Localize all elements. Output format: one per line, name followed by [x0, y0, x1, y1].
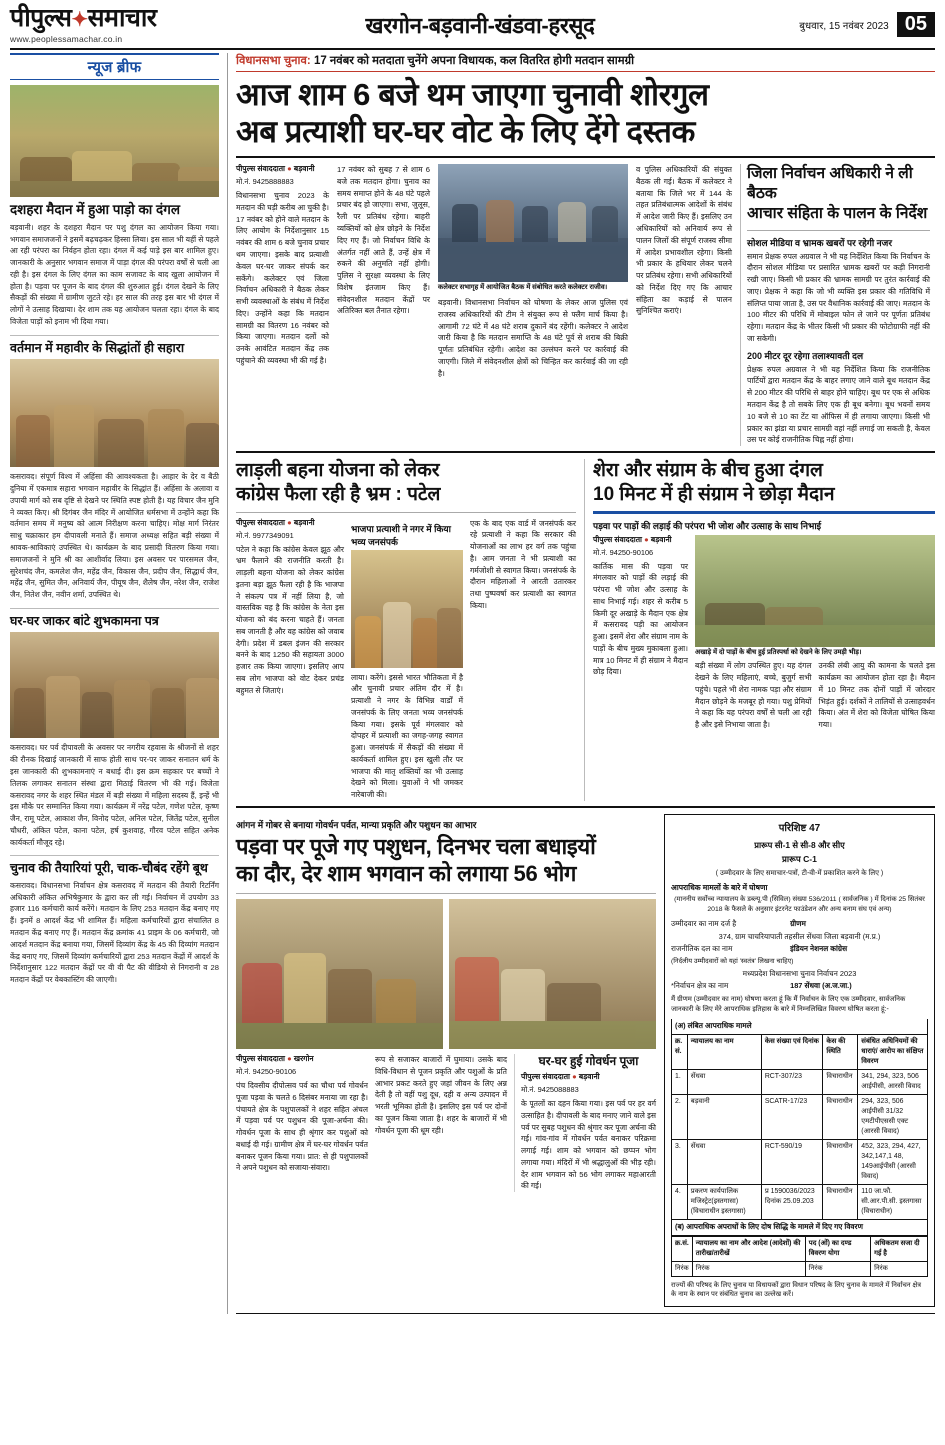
- notice-paragraph: मैं ग्रीणम (उम्मीदवार का नाम) घोषणा करता हूं कि मैं निर्वाचन के लिए एक उम्मीदवार, सार्वजनिक जानकारी के लिए मेरे आपराधिक इतिहास के बारे में निम्नलिखित विवरण घोषित करता हूं:-: [671, 996, 906, 1014]
- page-footer-rule: [236, 1313, 935, 1314]
- byline-place: खरगोन: [293, 1053, 314, 1063]
- photo-texture: [438, 164, 628, 282]
- notice-field-label-2: राजनीतिक दल का नाम: [671, 944, 733, 954]
- divider: [236, 893, 656, 894]
- cell-court: प्रकरण कार्यपालिक मजिस्ट्रेट(इस्तगासा) (विचाराधीन इस्तगासा): [687, 1184, 761, 1219]
- th-b-sno: क्र.सं.: [672, 1236, 693, 1261]
- photo-texture: [351, 550, 463, 668]
- govardhan-headline-2: का दौर, देर शाम भगवान को लगाया 56 भोग: [236, 861, 577, 887]
- notice-section-a: (अ) लंबित आपराधिक मामले: [671, 1019, 928, 1034]
- ladli-col-3: [470, 518, 576, 801]
- ladli-headline-1: लाड़ली बहना योजना को लेकर: [236, 460, 440, 482]
- sidebar-sub2-body: प्रेक्षक रुपल अग्रवाल ने भी यह निर्देशित किया कि राजनीतिक पार्टियों द्वारा मतदान केंद्र के बाहर लगाए जाने वाले बूथ मतदान केंद्र से 200 मीटर की परिधि से बाहर होने चाहिए। बूथ पर एक से अधिक मतदान केंद्र है तो सबके लिए एक ही बूथ बनेगा। बूथ भवनों समय 10 बजे से 10 का टेंट या ऑफिस में ही लगाया जाएगा। किसी भी प्रकार का झंडा या प्रचार सामग्री वहां नहीं लगाई जा सकती है, केवल उस पर कोई राजनीतिक चिह्न नहीं होगा।: [747, 364, 930, 445]
- bullet-icon: ●: [287, 1053, 292, 1063]
- lead-col-2: [337, 164, 430, 446]
- website-url[interactable]: www.peoplessamachar.co.in: [10, 34, 123, 44]
- notice-field-value-1: 374, ग्राम चाचरियापाती तहसील सेंधवा जिला बड़वानी (म.प्र.): [718, 931, 881, 941]
- byline-text: पीपुल्स संवाददाता: [236, 517, 286, 527]
- sidebar-sub1-body: समान प्रेक्षक रुपल अग्रवाल ने भी यह निर्देशित किया कि निर्वाचन के दौरान सोशल मीडिया पर प्रसारित भ्रामक खबरों पर कड़ी निगरानी रखी जाए। किसी भी प्रकार की भ्रामक सामग्री पर तुरंत कार्रवाई की जाए। प्रेक्षक ने कहा कि जो भी व्यक्ति इस प्रकार की गतिविधि में संलिप्त पाया जाता है, उस पर वैधानिक कार्रवाई की जाए। मतदान के 100 मीटर की परिधि में मोबाइल फोन ले जाने पर पूर्णतः प्रतिबंध रहेगा। मतदान केंद्र के भीतर किसी भी प्रकार की फोटोग्राफी नहीं की जा सकेगी।: [747, 251, 930, 343]
- notice-form: प्रारूप C-1: [782, 853, 817, 864]
- th-caseno: केस संख्या एवं दिनांक: [761, 1034, 823, 1069]
- cell-sno: 1.: [672, 1069, 688, 1094]
- lead-col-photo: [438, 164, 628, 446]
- photo-texture: [10, 85, 219, 197]
- masthead-left: [10, 6, 225, 44]
- logo-main-text: पीपुल्स: [10, 4, 72, 32]
- cell-sno: 3.: [672, 1139, 688, 1184]
- table-row: [672, 1261, 928, 1276]
- dangal-headline-2: 10 मिनट में ही संग्राम ने छोड़ा मैदान: [593, 483, 835, 505]
- publication-date: बुधवार, 15 नवंबर 2023: [799, 20, 889, 32]
- page-number: 05: [897, 12, 935, 37]
- notice-title: परिशिष्ट 47: [778, 822, 821, 834]
- cell-status: विचाराधीन: [823, 1139, 858, 1184]
- lead-headline-line1: आज शाम 6 बजे थम जाएगा चुनावी शोरगुल: [236, 77, 709, 112]
- brief-headline-1: दशहरा मैदान में हुआ पाड़ो का दंगल: [10, 202, 180, 217]
- ladli-headline-2: कांग्रेस फैला रही है भ्रम : पटेल: [236, 483, 441, 505]
- lead-byline: [236, 164, 329, 174]
- notice-note-top: ( उम्मीदवार के लिए समाचार-पत्रों, टी-वी-में प्रकाशित करने के लिए ): [715, 870, 884, 878]
- divider: [747, 230, 930, 231]
- th-b-charges: पद (ओं) का दण्ड विवरण योगा: [805, 1236, 870, 1261]
- mahavir-temple-photo: [10, 359, 219, 467]
- election-affidavit-notice: [664, 814, 935, 1307]
- notice-field-value-4: मध्यप्रदेश विधानसभा चुनाव निर्वाचन 2023: [742, 968, 857, 978]
- brief-body-4: कसरावद। विधानसभा निर्वाचन क्षेत्र कसरावद में मतदान की तैयारी रिटर्निंग अधिकारी अंकित अभिषेकुमार के द्वारा कर ली गई। निर्वाचन में उपयोग 33 हजार 116 कर्मचारी कार्य करेंगे। मतदान के लिए 253 मतदान केंद्र बनाए गए हैं। इनमें 8 आदर्श केंद्र भी शामिल हैं। महिला कर्मचारियों द्वारा संचालित 8 मतदान केंद्र बनाए गए हैं। मतदान केंद्र क्रमांक 41 प्राइम के 06 कर्मचारी, जो आदर्श मतदान केंद्र बनाया गया, जिसमें दिव्यांग केंद्र के 45 की दिव्यांग मतदान केंद्र बनाए गए, जिसमें दिव्यांग कर्मचारियों द्वारा 253 मतदान केंद्रों में आदर्श के निर्देशानुसार 122 मतदान केंद्रों पर वी वी पैट की वीडियो से निगरानी व 28 मतदान केंद्रों पर वेबकास्टिंग की जाएगी।: [10, 880, 219, 985]
- cell-caseno: RCT-307/23: [761, 1069, 823, 1094]
- notice-box: [664, 814, 935, 1307]
- greeting-distribution-photo: [10, 632, 219, 738]
- photo-texture: [10, 359, 219, 467]
- th-b-court: न्यायालय का नाम और आदेश (आदेशों) की तारीख/तारीखें: [692, 1236, 805, 1261]
- photo-texture: [449, 899, 656, 1049]
- notice-field-value-5: 187 सेंधवा (अ.ज.जा.): [790, 981, 852, 991]
- story-dangal: [584, 459, 935, 801]
- sidebar-sub1-head: सोशल मीडिया व भ्रामक खबरों पर रहेगी नजर: [747, 237, 893, 248]
- notice-field-label-0: उम्मीदवार का नाम दर्ज है: [671, 918, 737, 928]
- bullet-icon: ●: [287, 517, 292, 527]
- lead-kicker-black: 17 नवंबर को मतदाता चुनेंगे अपना विधायक, कल वितरित होगी मतदान सामग्री: [313, 55, 635, 67]
- th-sno: क्र. सं.: [672, 1034, 688, 1069]
- notice-decl-sub: (माननीय सर्वोच्च न्यायालय के डब्ल्यू.पी (सिविल) संख्या 536/2011 ( सार्वजनिक ) में दिनांक 25 सितंबर 2018 के फैसले के अनुसार इंटरनेट फाउंडेशन और अन्य बनाम संघ एवं अन्य): [674, 896, 925, 914]
- main-content: [236, 53, 935, 1314]
- table-header-row: [672, 1236, 928, 1261]
- page-columns: [10, 53, 935, 1314]
- th-court: न्यायालय का नाम: [687, 1034, 761, 1069]
- sidebar-headline-2: आचार संहिता के पालन के निर्देश: [747, 205, 928, 223]
- notice-field-label-5: *निर्वाचन क्षेत्र का नाम: [671, 981, 729, 991]
- notice-decl-head: आपराधिक मामलों के बारे में घोषणा: [671, 883, 768, 893]
- lead-body-3: बड़वानी। विधानसभा निर्वाचन को घोषणा के लेकर आज पुलिस एवं राजस्व अधिकारियों की टीम ने संयुक्त रूप से फ्लैग मार्च किया है। आगामी 72 घंटे में 48 घंटे शराब दुकानें बंद रहेंगी। कलेक्टर ने आदेश जारी किया है कि मतदान समाप्ति के 48 घंटे पूर्व से शराब की बिक्री पूर्णतः प्रतिबंधित रहेगी। आदेश का उल्लंघन करने पर कार्रवाई की जाएगी। जिले में संवेदनशील क्षेत्रों को चिन्हित कर कार्रवाई की जा रही है।: [438, 297, 628, 378]
- byline-text: पीपुल्स संवाददाता: [521, 1071, 571, 1081]
- brief-headline-4: चुनाव की तैयारियां पूरी, चाक-चौबंद रहेंगे बूथ: [10, 855, 219, 877]
- divider: [236, 512, 576, 513]
- cell-sno: 2.: [672, 1094, 688, 1139]
- photo-texture: [10, 632, 219, 738]
- masthead: [10, 6, 935, 50]
- govardhan-puja-photo-2: [449, 899, 656, 1049]
- collector-meeting-photo: [438, 164, 628, 282]
- divider: [236, 156, 935, 158]
- bull-fight-photo: [10, 85, 219, 197]
- sidebar-headline-1: जिला निर्वाचन अधिकारी ने ली बैठक: [747, 165, 913, 203]
- byline-place: बड़वानी: [293, 517, 315, 527]
- masthead-right: [735, 6, 935, 37]
- dangal-col-photo: [695, 535, 935, 731]
- byline-text: पीपुल्स संवाददाता: [236, 164, 286, 174]
- table-row: [672, 1184, 928, 1219]
- divider: [593, 511, 935, 514]
- notice-subtitle: प्रारूप सी-1 से सी-8 और सीए: [754, 840, 845, 851]
- lead-col-4: [636, 164, 732, 446]
- cell-court: सेंधवा: [687, 1069, 761, 1094]
- lead-kicker-red: विधानसभा चुनाव:: [236, 55, 311, 67]
- govardhan-phone: मो.नं. 94250-90106: [236, 1066, 297, 1076]
- dangal-col-1: [593, 535, 688, 731]
- table-row: [672, 1094, 928, 1139]
- lead-kicker: [236, 53, 935, 72]
- pending-cases-table: [671, 1034, 928, 1220]
- ladli-body-3: एक के बाद एक वार्ड में जनसंपर्क कर रहे प्रत्याशी ने कहा कि सरकार की योजनाओं का लाभ हर वर्ग तक पहुंचा है। आम जनता ने भी प्रत्याशी का गर्मजोशी से स्वागत किया। जनसंपर्क के दौरान महिलाओं ने आरती उतारकर तथा पुष्पवर्षा कर प्रत्याशी का स्वागत किया।: [470, 518, 576, 610]
- divider: [236, 806, 935, 808]
- cell-sections: 341, 294, 323, 506 आईपीसी, आरसी विवाद: [858, 1069, 928, 1094]
- cell-court: बड़वानी: [687, 1094, 761, 1139]
- cell-status: विचाराधीन: [823, 1184, 858, 1219]
- cell-b-charges: निरंक: [805, 1261, 870, 1276]
- notice-field-value-2: इंडियन नेशनल कांग्रेस: [790, 944, 848, 954]
- th-b-punishment: अधिकतम सजा दी गई है: [871, 1236, 928, 1261]
- notice-section-b: (ब) आपराधिक अपराधों के लिए दोष सिद्धि के मामले में दिए गए विवरण: [671, 1220, 928, 1236]
- ladli-body-1: पटेल ने कहा कि कांग्रेस केवल झूठ और भ्रम फैलाने की राजनीति करती है। लाड़ली बहना योजना को लेकर कांग्रेस इतना बड़ा झूठ फैला रही है कि भाजपा ने संकल्प पत्र में नहीं लिया है, जो वास्तविक यह है कि कांग्रेस के नेता इस योजना को बंद करना चाहते हैं। जनता सब जानती है और वह कांग्रेस को जवाब देगी। प्रदेश में डबल इंजन की सरकार बनने के बाद 1250 की सहायता 3000 हजार तक किया जाएगा। इसलिए आप सब लोग भाजपा को वोट देकर प्रचंड बहुमत से जिताएं।: [236, 544, 344, 695]
- brief-body-1: बड़वानी। शहर के दशहरा मैदान पर पशु दंगल का आयोजन किया गया। भगवान समाजजनों ने इसमें बढ़चढ़कर हिस्सा लिया। इस साल भी यहीं से पहले आ रही परंपरा का निर्वहन होता रहा। दंगल में कई पाड़े इस बार शामिल हुए। जानकारी के अनुसार भगवान समाज में पाड़ा दंगल की परंपरा वर्षों से चली आ रही है। इस दंगल के लिए दंगल का काम सजावट के बाद खुला आयोजन में होता है। पड़वा पर पूजन के बाद दंगल की शुरुआत हुई। दंगल देखने के लिए सैकड़ों की संख्या में ग्रामीण जुटते रहे। हर साल की तरह इस बार भी दंगल में लोगों ने उत्साह दिखाया। देर शाम तक यह आयोजन चलता रहा। दंगल के बाद विजेता पाड़ों को इनाम भी दिया गया।: [10, 222, 219, 326]
- govardhan-sub-phone: मो.नं. 9425088883: [521, 1084, 579, 1094]
- byline-place: बड़वानी: [293, 164, 315, 174]
- cell-caseno: प्र 1590036/2023 दिनांक 25.09.203: [761, 1184, 823, 1219]
- lead-body-2: 17 नवंबर को सुबह 7 से शाम 6 बजे तक मतदान होगा। चुनाव का समय समाप्त होने के 48 घंटे पहले प्रचार बंद हो जाएगा। सभा, जुलूस, रैली पर प्रतिबंध रहेगा। बाहरी व्यक्तियों को क्षेत्र छोड़ने के निर्देश दिए गए हैं। जो निर्वाचन विधि के अंतर्गत नहीं आते हैं, उन्हें क्षेत्र में रुकने की अनुमति नहीं होगी। पुलिस ने सुरक्षा व्यवस्था के लिए विशेष इंतजाम किए हैं। संवेदनशील मतदान केंद्रों पर अतिरिक्त बल तैनात रहेगा।: [337, 165, 430, 316]
- table-row: [672, 1139, 928, 1184]
- bullet-icon: ●: [572, 1071, 577, 1081]
- byline-text: पीपुल्स संवाददाता: [236, 1053, 286, 1063]
- middle-stories: [236, 459, 935, 801]
- divider: [236, 451, 935, 453]
- th-sections: संबंधित अधिनियमों की धाराएं/ आरोप का संक्षिप्त विवरण: [858, 1034, 928, 1069]
- star-icon: ✦: [71, 9, 88, 31]
- notice-footer: राज्यों की परिषद के लिए चुनाव या विधायकों द्वारा विधान परिषद के लिए चुनाव के मामले में निर्वाचन क्षेत्र के नाम के स्थान पर संबंधित चुनाव का उल्लेख करें।: [671, 1281, 922, 1299]
- govardhan-byline: [236, 1054, 368, 1064]
- ladli-subhead: भाजपा प्रत्याशी ने नगर में किया भव्य जनसंपर्क: [351, 523, 451, 547]
- edition-name: खरगोन-बड़वानी-खंडवा-हरसूद: [365, 13, 595, 38]
- lead-story-columns: [236, 164, 935, 446]
- cell-sections: 110 जा.फौ. सी.आर.पी.सी. इस्तगासा (विचाराधीन): [858, 1184, 928, 1219]
- dangal-byline: [593, 535, 688, 545]
- govardhan-kicker: आंगन में गोबर से बनाया गोवर्धन पर्वत, मान्या प्रकृति और पशुधन का आभार: [236, 819, 477, 830]
- cell-sections: 294, 323, 506 आईपीसी 31/32 एमटीपीएससी एक्ट (आरसी विवाद): [858, 1094, 928, 1139]
- table-row: [672, 1069, 928, 1094]
- sidebar-sub2-head: 200 मीटर दूर रहेगा तलाश्यावती दल: [747, 350, 864, 361]
- byline-place: बड़वानी: [650, 534, 672, 544]
- dangal-phone: मो.नं. 94250-90106: [593, 547, 654, 557]
- buffalo-fight-photo: [695, 535, 935, 647]
- notice-field-value-0: ग्रीणम: [790, 918, 806, 928]
- publication-logo: [10, 6, 225, 31]
- brief-body-2: कसरावद। संपूर्ण विश्व में अहिंसा की आवश्यकता है। आहार के देर व बैठी दुनिया में एकमात्र सहारा भगवान महावीर के सिद्धांत हैं। अहिंसा के अलावा व उपायी मार्ग को सब दृष्टि से देखने पर स्थिति स्पष्ट होती है। यह विचार जैन मुनि ने व्यक्त किए। श्री दिगंबर जैन मंदिर में आयोजित धर्मसभा में उन्होंने कहा कि वर्तमान समय में मनुष्य को आत्म निरीक्षण करना चाहिए। मोक्ष मार्ग निरंतर साधु चक्राकार हम दीपावली मनाते हैं। समाज अध्यक्ष सहित बड़ी संख्या में श्रावक-श्राविकाएं उपस्थित थे। कार्यक्रम के बाद प्रसादी वितरण किया गया। समाजजनों ने मुनि श्री का आशीर्वाद लिया। इस अवसर पर पारसमल जैन, सुरेशचंद जैन, कमलेश जैन, महेंद्र जैन, विकास जैन, प्रदीप जैन, सिद्धार्थ जैन, महेंद्र जैन, सुमित जैन, अनिवार्य जैन, पीयूष जैन, शैलेष जैन, नरेश जैन, राजेश जैन, नितेश जैन, नवीन शर्मा, उपस्थित थे।: [10, 472, 219, 600]
- govardhan-puja-photo-1: [236, 899, 443, 1049]
- govardhan-body-2: रूप से सजाकर बाजारों में घुमाया। उसके बाद विधि-विधान से पूजन प्रकृति और पशुओं के प्रति आभार प्रकट करते हुए जहां जीवन के लिए अन्न देती है तो वहीं पशु दूध, दही व अन्य उत्पादन में भरती भूमिका होती है। इसलिए इस पर्व पर दोनों का पूजन किया जाता है। शहर के बाजारों में भी गोवर्धन पूजा की धूम रही।: [375, 1054, 507, 1135]
- ladli-phone: मो.नं. 9977349091: [236, 530, 294, 540]
- ladli-byline: [236, 518, 344, 528]
- byline-text: पीपुल्स संवाददाता: [593, 534, 643, 544]
- dangal-subhead: पड़वा पर पाड़ों की लड़ाई की परंपरा भी जोश और उत्साह के साथ निभाई: [593, 520, 822, 531]
- dangal-body-2: बड़ी संख्या में लोग उपस्थित हुए। यह दंगल देखने के लिए महिलाएं, बच्चे, बुजुर्ग सभी पहुंचे। पहले भी शेरा नामक पड़ा और संग्राम मैदान छोड़ने के मजबूर हो गया। पशु प्रेमियों ने कहा कि यह परंपरा वर्षों से चली आ रही है और इसे निभाया जाता है।: [695, 661, 812, 730]
- photo-texture: [236, 899, 443, 1049]
- govardhan-body-3: के पूतलों का दहन किया गया। इस पर्व पर हर वर्ग उत्साहित है। दीपावली के बाद मनाए जाने वाले इस पर्व पर सुबह पशुधन की श्रृंगार कर पूजा अर्चना की गई। गांव-गांव में गोवर्धन पर्वत बनाकर परिक्रमा लगाई गई। शाम को भगवान को छप्पन भोग लगाया गया। मंदिरों में भी श्रद्धालुओं की भीड़ रही। देर शाम भगवान को 56 भोग लगाकर महाआरती की गई।: [521, 1098, 656, 1191]
- byline-place: बड़वानी: [578, 1071, 600, 1081]
- govardhan-body-1: पंच दिवसीय दीपोत्सव पर्व का चौथा पर्व गोवर्धन पूजा पड़वा के चलते 6 दिसंबर मनाया जा रहा है। पंचायते क्षेत्र के पशुपालकों ने शहर सहित अंचल में पड़वा पर्व पर पशुधन की पूजा-अर्चना की। गोवर्धन पूजा के साथ ही श्रृंगार कर पशुओं को बधाई दी गई। ग्रामीण क्षेत्र में घर-घर गोवर्धन पर्वत बनाकर पूजन किया गया। प्रात: से ही पशुपालकों ने अपने पशुधन को सजाया-संवारा।: [236, 1080, 368, 1173]
- govardhan-photos: [236, 899, 656, 1049]
- story-govardhan: [236, 814, 656, 1307]
- lead-headline-line2: अब प्रत्याशी घर-घर वोट के लिए देंगे दस्तक: [236, 113, 695, 149]
- govardhan-sub-byline: [521, 1072, 656, 1082]
- th-status: केस की स्थिति: [823, 1034, 858, 1069]
- ladli-col-photo: [351, 518, 463, 801]
- govardhan-col-3: [514, 1054, 656, 1192]
- news-brief-title: न्यूज ब्रीफ: [10, 53, 219, 80]
- dangal-body-1: कार्तिक मास की पड़वा पर मंगलवार को पाड़ों की लड़ाई की परंपरा भी जोश और उत्साह के साथ निभाई गई। शहर से करीब 5 किमी दूर अखाड़े के मैदान एक क्षेत्र में कसरावद पड़ी का आयोजन हुआ। इसमें शेरा और संग्राम नाम के पाड़ों के बीच मुख्य मुकाबला हुआ। मात्र 10 मिनट में ही संग्राम ने मैदान छोड़ दिया।: [593, 561, 688, 677]
- brief-body-3: कसरावद। घर पर्व दीपावली के अवसर पर नगरीय रहवास के श्रीजनों से शहर की रौनक दिखाई जानकारी में साफ होती साथ पर-पर जाकर सनातन धर्म के इस जानकारी की शुभकामनाएं न बधाई दी। इस क्रम सहकार पर बच्चों ने तिलक लगाकर सनातन संस्था द्वारा मिठाई वितरण भी की गई। विजेता कसरावद नगर के शहर स्थित मंडल में बड़ी संख्या में महिला सदस्य हैं, इन्हें भी इस मौके पर सम्मानित किया गया। कार्यक्रम में नरेंद्र पटेल, गणेश पटेल, कृष्ण जैन, रामू पटेल, आकाश जैन, विनोद पटेल, अनिल पटेल, जितेंद्र पटेल, सुनील चौधरी, अंकित पटेल, काना पटेल, हर्ष कुशवाह, गौरव पटेल सहित अनेक कार्यकर्ता मौजूद रहे।: [10, 743, 219, 847]
- cell-status: विचाराधीन: [823, 1069, 858, 1094]
- govardhan-col-2: [375, 1054, 507, 1192]
- dangal-headline-1: शेरा और संग्राम के बीच हुआ दंगल: [593, 460, 823, 482]
- convictions-table: [671, 1236, 928, 1277]
- govardhan-col-1: [236, 1054, 368, 1192]
- lead-photo-caption: कलेक्टर सभागृह में आयोजित बैठक में संबोधित करते कलेक्टर राजीव।: [438, 284, 608, 292]
- ladli-col-1: [236, 518, 344, 801]
- table-header-row: [672, 1034, 928, 1069]
- bjp-campaign-photo: [351, 550, 463, 668]
- cell-caseno: RCT-590/19: [761, 1139, 823, 1184]
- story-ladli: [236, 459, 576, 801]
- logo-sub-text: समाचार: [87, 4, 157, 32]
- bullet-icon: ●: [644, 534, 649, 544]
- cell-court: सेंधवा: [687, 1139, 761, 1184]
- lead-body-4: व पुलिस अधिकारियों की संयुक्त बैठक ली गई। बैठक में कलेक्टर ने बताया कि जिले भर में 144 के तहत प्रतिबंधात्मक आदेशों के संबंध में आदेश जारी किए हैं। इसलिए उन अधिकारियों को अनिवार्य रूप से पालन जिलों की संपूर्ण राजस्व सीमा में आदेश प्रभावशील रहेगा। किसी भी प्रकार के हथियार लेकर चलने पर प्रतिबंध रहेगा। सभी अधिकारियों को निर्देश दिए गए कि आचार संहिता का कड़ाई से पालन सुनिश्चित कराएं।: [636, 165, 732, 316]
- lead-body-1: विधानसभा चुनाव 2023 के मतदान की घड़ी करीब आ चुकी है। 17 नवंबर को होने वाले मतदान के लिए आयोग के निर्देशानुसार 15 नवंबर की शाम 6 बजे चुनाव प्रचार थम जाएगा। इसके बाद प्रत्याशी केवल घर-घर जाकर संपर्क कर सकेंगे। कलेक्टर एवं जिला निर्वाचन अधिकारी ने बैठक लेकर सभी व्यवस्थाओं के संबंध में निर्देश दिए। उन्होंने कहा कि मतदान सामग्री का वितरण 16 नवंबर को किया जाएगा। मतदान दलों को उनके आवंटित मतदान केंद्र तक पहुंचाने की व्यवस्था भी की गई है।: [236, 191, 329, 365]
- dangal-body-3: उनकी लंबी आयु की कामना के चलते इस कार्यक्रम का आयोजन होता रहा है। मैदान में 10 मिनट तक दोनों पाड़ों में जोरदार भिड़ंत हुई। दर्शकों ने तालियों से उत्साहवर्धन किया। अंत में शेरा को विजेता घोषित किया गया।: [818, 661, 935, 730]
- news-brief-column: [10, 53, 228, 1314]
- bullet-icon: ●: [287, 164, 292, 174]
- govardhan-sub-headline: घर-घर हुई गोवर्धन पूजा: [538, 1053, 639, 1068]
- lead-phone: मो.नं. 9425888883: [236, 177, 294, 187]
- brief-headline-2: वर्तमान में महावीर के सिद्धांतों ही सहारा: [10, 335, 219, 357]
- bottom-section: [236, 814, 935, 1307]
- notice-field-label-3: (निर्दलीय उम्मीदवारों को यहां 'स्वतंत्र' लिखना चाहिए): [671, 958, 794, 966]
- dangal-photo-caption: अखाड़े में दो पाड़ों के बीच हुई प्रतिस्पर्धा को देखने के लिए उमड़ी भीड़।: [695, 648, 862, 656]
- govardhan-headline-1: पड़वा पर पूजे गए पशुधन, दिनभर चला बधाइयों: [236, 833, 596, 859]
- photo-texture: [695, 535, 935, 647]
- cell-caseno: SCATR-17/23: [761, 1094, 823, 1139]
- cell-b-court: निरंक: [692, 1261, 805, 1276]
- ladli-body-2: लाया। करेंगे। इससे भारत भौतिकता में है और चुनावी प्रचार अंतिम दौर में है। प्रत्याशी ने नगर के विभिन्न वार्डों में जनसंपर्क के लिए जनता भव्य जनसंपर्क किया गया। इसके पूर्व मंगलवार को दोपहर में प्रत्याशी का जगह-जगह स्वागत हुआ। जनसंपर्क में सैकड़ों की संख्या में कार्यकर्ता शामिल हुए। इस खुली तौर पर भाजपा की मातृ शक्तियों का भी उत्साह देखने को मिला। युवाओं ने भी जमकर नारेबाजी की।: [351, 672, 463, 800]
- cell-status: विचाराधीन: [823, 1094, 858, 1139]
- cell-sno: 4.: [672, 1184, 688, 1219]
- masthead-center: [225, 6, 735, 40]
- lead-col-1: [236, 164, 329, 446]
- sidebar-story: [740, 164, 930, 446]
- cell-b-sno: निरंक: [672, 1261, 693, 1276]
- cell-b-punishment: निरंक: [871, 1261, 928, 1276]
- brief-headline-3: घर-घर जाकर बांटे शुभकामना पत्र: [10, 608, 219, 630]
- cell-sections: 452, 323, 294, 427, 342,147,1 48, 149आईपीसी (आरसी विवाद): [858, 1139, 928, 1184]
